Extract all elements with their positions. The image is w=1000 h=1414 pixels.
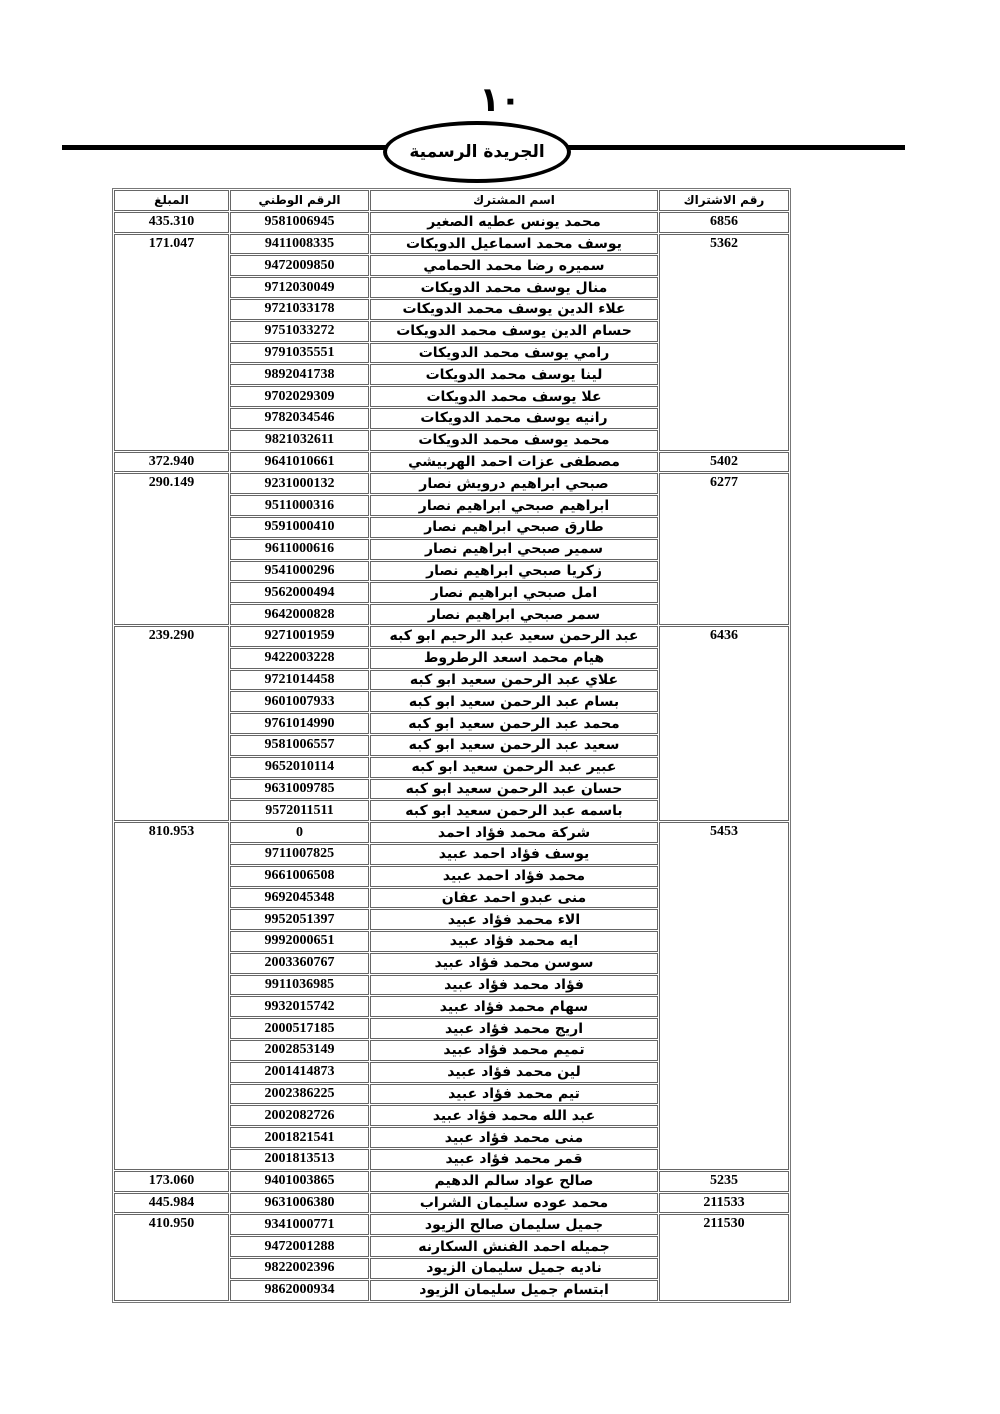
subscriber-name: سعيد عبد الرحمن سعيد ابو كبه — [370, 735, 658, 756]
national-id: 2002082726 — [230, 1105, 369, 1126]
subscriber-name: علاء الدين يوسف محمد الدويكات — [370, 299, 658, 320]
subscriber-name: طارق صبحي ابراهيم نصار — [370, 517, 658, 538]
national-id: 2001813513 — [230, 1149, 369, 1170]
table-row — [114, 1193, 789, 1214]
subscriber-name: تميم محمد فؤاد عبيد — [370, 1040, 658, 1061]
national-id: 9761014990 — [230, 713, 369, 734]
subscriber-name: جميله احمد الفنش السكارنه — [370, 1236, 658, 1257]
national-id: 9751033272 — [230, 321, 369, 342]
table-row — [114, 452, 789, 473]
national-id: 9702029309 — [230, 386, 369, 407]
subscriber-name: حسان عبد الرحمن سعيد ابو كبه — [370, 779, 658, 800]
col-header-subscription: رقم الاشتراك — [659, 190, 789, 211]
table-row — [114, 1214, 789, 1235]
subscriber-name: محمد يوسف محمد الدويكات — [370, 430, 658, 451]
subscriber-name: قمر محمد فؤاد عبيد — [370, 1149, 658, 1170]
national-id: 9572011511 — [230, 800, 369, 821]
subscription-number: 5453 — [659, 822, 789, 1170]
amount: 372.940 — [114, 452, 229, 473]
national-id: 9422003228 — [230, 648, 369, 669]
subscriber-name: ابتسام جميل سليمان الزيود — [370, 1280, 658, 1301]
national-id: 2000517185 — [230, 1018, 369, 1039]
national-id: 9642000828 — [230, 604, 369, 625]
page-number: ١٠ — [479, 80, 521, 120]
national-id: 9631006380 — [230, 1193, 369, 1214]
subscriber-name: يوسف محمد اسماعيل الدويكات — [370, 234, 658, 255]
amount: 435.310 — [114, 212, 229, 233]
national-id: 9562000494 — [230, 582, 369, 603]
national-id: 9782034546 — [230, 408, 369, 429]
national-id: 9661006508 — [230, 866, 369, 887]
subscriber-name: سميره رضا محمد الحمامي — [370, 255, 658, 276]
subscriber-name: محمد فؤاد احمد عبيد — [370, 866, 658, 887]
national-id: 9472009850 — [230, 255, 369, 276]
subscriber-name: لين محمد فؤاد عبيد — [370, 1062, 658, 1083]
subscriber-name: منى عبدو احمد عفان — [370, 888, 658, 909]
subscriber-name: ناديه جميل سليمان الزيود — [370, 1258, 658, 1279]
national-id: 9992000651 — [230, 931, 369, 952]
col-header-amount: المبلغ — [114, 190, 229, 211]
subscriber-name: سمير صبحي ابراهيم نصار — [370, 539, 658, 560]
subscriber-name: عبد الرحمن سعيد عبد الرحيم ابو كبه — [370, 626, 658, 647]
national-id: 9611000616 — [230, 539, 369, 560]
subscription-number: 5362 — [659, 234, 789, 451]
subscriber-name: باسمه عبد الرحمن سعيد ابو كبه — [370, 800, 658, 821]
national-id: 2002853149 — [230, 1040, 369, 1061]
subscriber-name: فؤاد محمد فؤاد عبيد — [370, 975, 658, 996]
national-id: 9581006945 — [230, 212, 369, 233]
national-id: 9821032611 — [230, 430, 369, 451]
table-row — [114, 626, 789, 647]
national-id: 9862000934 — [230, 1280, 369, 1301]
national-id: 9591000410 — [230, 517, 369, 538]
subscriber-name: منى محمد فؤاد عبيد — [370, 1127, 658, 1148]
subscriber-name: علا يوسف محمد الدويكات — [370, 386, 658, 407]
amount: 810.953 — [114, 822, 229, 1170]
subscription-number: 6856 — [659, 212, 789, 233]
national-id: 9911036985 — [230, 975, 369, 996]
subscriber-name: جميل سليمان صالح الزيود — [370, 1214, 658, 1235]
publication-title: الجريدة الرسمية — [383, 121, 571, 183]
national-id: 9952051397 — [230, 909, 369, 930]
national-id: 9541000296 — [230, 561, 369, 582]
table-row — [114, 822, 789, 843]
subscriber-name: ايه محمد فؤاد عبيد — [370, 931, 658, 952]
table-row — [114, 234, 789, 255]
subscriber-name: عبد الله محمد فؤاد عبيد — [370, 1105, 658, 1126]
subscriber-name: صبحي ابراهيم درويش نصار — [370, 473, 658, 494]
subscriber-name: سوسن محمد فؤاد عبيد — [370, 953, 658, 974]
national-id: 9341000771 — [230, 1214, 369, 1235]
subscriber-name: سمر صبحي ابراهيم نصار — [370, 604, 658, 625]
national-id: 9711007825 — [230, 844, 369, 865]
table-row — [114, 473, 789, 494]
national-id: 9271001959 — [230, 626, 369, 647]
national-id: 9652010114 — [230, 757, 369, 778]
subscriber-name: محمد عبد الرحمن سعيد ابو كبه — [370, 713, 658, 734]
national-id: 9641010661 — [230, 452, 369, 473]
table-row — [114, 212, 789, 233]
amount: 290.149 — [114, 473, 229, 625]
amount: 410.950 — [114, 1214, 229, 1300]
national-id: 9601007933 — [230, 691, 369, 712]
national-id: 2003360767 — [230, 953, 369, 974]
national-id: 2001821541 — [230, 1127, 369, 1148]
amount: 171.047 — [114, 234, 229, 451]
subscriber-name: سهام محمد فؤاد عبيد — [370, 996, 658, 1017]
subscriber-name: علاي عبد الرحمن سعيد ابو كبه — [370, 670, 658, 691]
subscriber-name: ابراهيم صبحي ابراهيم نصار — [370, 495, 658, 516]
amount: 445.984 — [114, 1193, 229, 1214]
subscription-number: 211530 — [659, 1214, 789, 1300]
national-id: 9892041738 — [230, 364, 369, 385]
national-id: 2002386225 — [230, 1084, 369, 1105]
subscriber-name: امل صبحي ابراهيم نصار — [370, 582, 658, 603]
subscriber-name: عبير عبد الرحمن سعيد ابو كبه — [370, 757, 658, 778]
subscriber-name: تيم محمد فؤاد عبيد — [370, 1084, 658, 1105]
subscriber-name: زكريا صبحي ابراهيم نصار — [370, 561, 658, 582]
national-id: 0 — [230, 822, 369, 843]
national-id: 9932015742 — [230, 996, 369, 1017]
national-id: 9581006557 — [230, 735, 369, 756]
col-header-national-id: الرقم الوطني — [230, 190, 369, 211]
table-header-row — [114, 190, 789, 211]
national-id: 2001414873 — [230, 1062, 369, 1083]
subscriber-name: يوسف فؤاد احمد عبيد — [370, 844, 658, 865]
subscriber-name: حسام الدين يوسف محمد الدويكات — [370, 321, 658, 342]
subscription-number: 5235 — [659, 1171, 789, 1192]
subscriber-name: صالح عواد سالم الدهيم — [370, 1171, 658, 1192]
subscriber-name: منال يوسف محمد الدويكات — [370, 277, 658, 298]
subscriber-name: شركة محمد فؤاد احمد — [370, 822, 658, 843]
amount: 173.060 — [114, 1171, 229, 1192]
subscription-number: 6277 — [659, 473, 789, 625]
subscriber-name: لينا يوسف محمد الدويكات — [370, 364, 658, 385]
subscriber-name: محمد يونس عطيه الصغير — [370, 212, 658, 233]
subscription-number: 6436 — [659, 626, 789, 821]
subscription-number: 211533 — [659, 1193, 789, 1214]
subscription-number: 5402 — [659, 452, 789, 473]
national-id: 9401003865 — [230, 1171, 369, 1192]
subscriber-name: اريج محمد فؤاد عبيد — [370, 1018, 658, 1039]
national-id: 9721014458 — [230, 670, 369, 691]
national-id: 9712030049 — [230, 277, 369, 298]
subscriber-name: مصطفى عزات احمد الهربيشي — [370, 452, 658, 473]
table-row — [114, 1171, 789, 1192]
national-id: 9822002396 — [230, 1258, 369, 1279]
national-id: 9631009785 — [230, 779, 369, 800]
subscriber-name: هيام محمد اسعد الرطروط — [370, 648, 658, 669]
col-header-name: اسم المشترك — [370, 190, 658, 211]
subscriber-name: رانيه يوسف محمد الدويكات — [370, 408, 658, 429]
national-id: 9791035551 — [230, 343, 369, 364]
national-id: 9511000316 — [230, 495, 369, 516]
national-id: 9692045348 — [230, 888, 369, 909]
amount: 239.290 — [114, 626, 229, 821]
national-id: 9721033178 — [230, 299, 369, 320]
subscriber-name: رامي يوسف محمد الدويكات — [370, 343, 658, 364]
national-id: 9231000132 — [230, 473, 369, 494]
subscriber-name: الاء محمد فؤاد عبيد — [370, 909, 658, 930]
subscriber-name: محمد عوده سليمان الشراب — [370, 1193, 658, 1214]
subscriber-name: بسام عبد الرحمن سعيد ابو كبه — [370, 691, 658, 712]
subscribers-table — [112, 188, 791, 1303]
national-id: 9411008335 — [230, 234, 369, 255]
national-id: 9472001288 — [230, 1236, 369, 1257]
